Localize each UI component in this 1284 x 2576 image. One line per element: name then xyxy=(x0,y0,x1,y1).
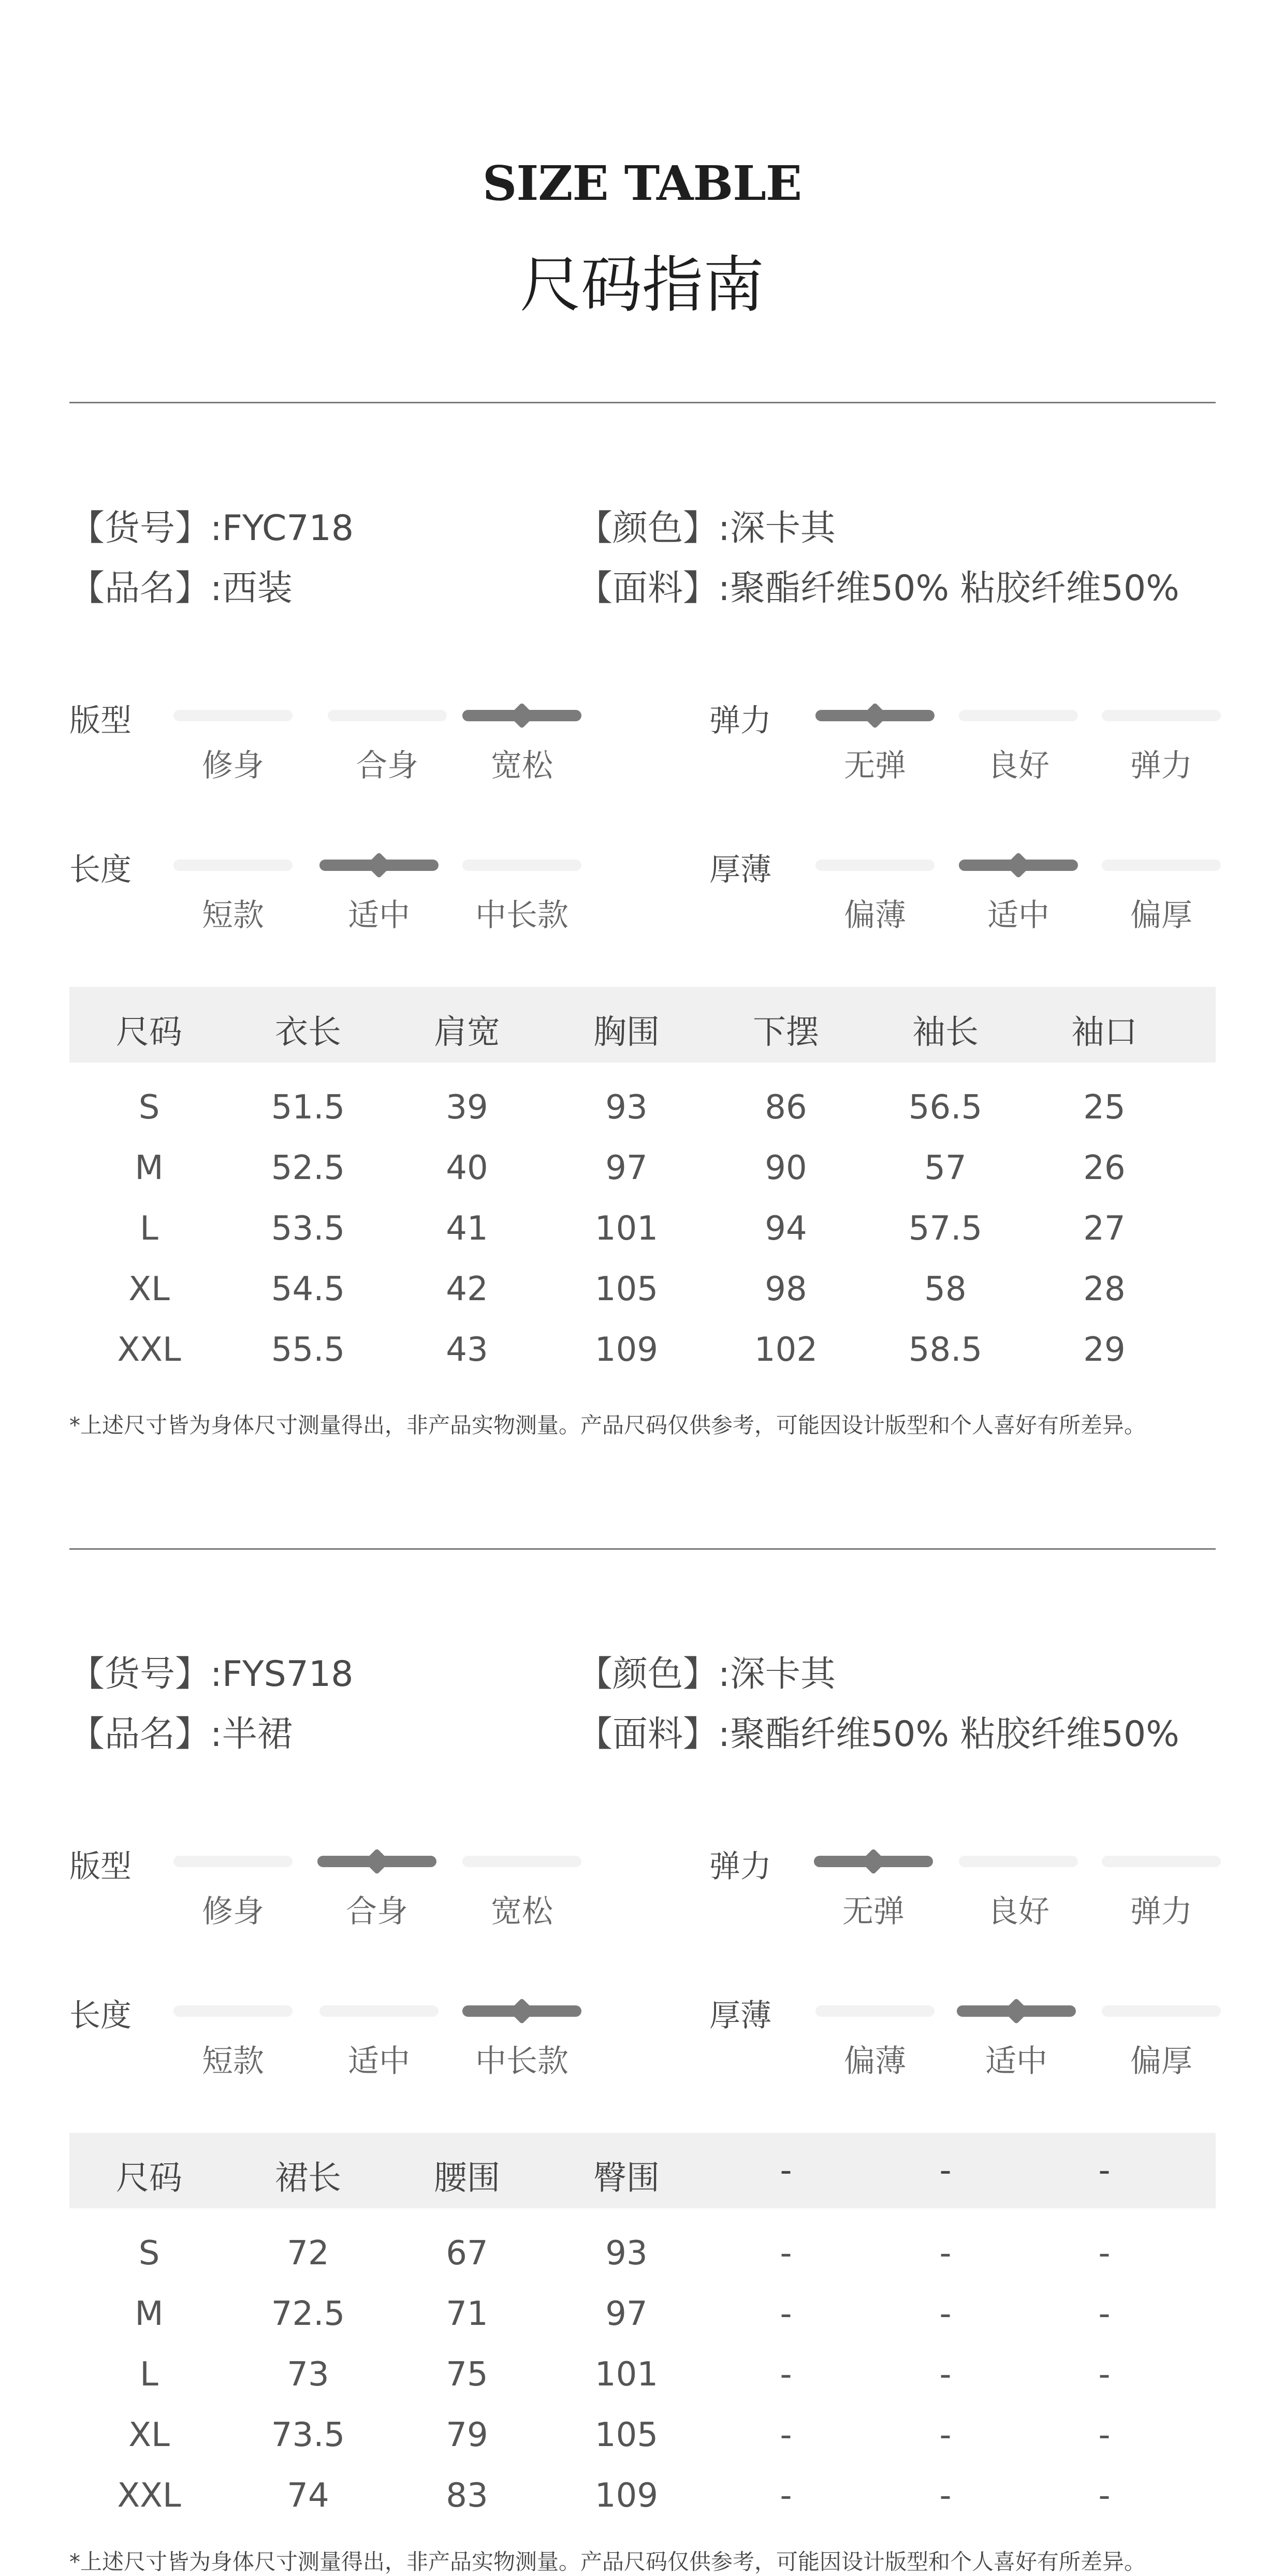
table-cell: 74 xyxy=(287,2477,329,2515)
table-cell: 94 xyxy=(765,1210,807,1248)
attr-thickness-label: 厚薄 xyxy=(709,852,771,888)
size-label-cell: S xyxy=(138,1088,160,1127)
header-cell: - xyxy=(1098,2151,1111,2190)
table-cell: - xyxy=(939,2295,952,2333)
header-cell: 袖口 xyxy=(1071,1013,1137,1052)
size-section-jacket: 【货号】:FYC718 【颜色】:深卡其 【品名】:西装 【面料】:聚酯纤维50% 粘胶纤维50% 版型 修身 合身 宽松 弹力 无弹 良好 弹力 长度 短款 适中 中长款 厚薄 偏薄 适中 偏厚 尺码 衣长 肩宽 胸围 下摆 袖长 袖口 S 51.5 39 93 86 56.5 25 M 52.5 40 97 90 57 26 L 53.5 41 101 94 57.5 27 XL 54.5 42 105 98 58 28 XXL 55.5 43 109 102 58.5 29 *上述尺寸皆为身体尺寸测量得出，非产品实物测量。产品尺码仅供参考，可能因设计版型和个人喜好有所差异。 xyxy=(0,0,1284,984)
attr-length-label: 长度 xyxy=(69,852,132,888)
table-cell: 101 xyxy=(594,2355,659,2394)
table-cell: 26 xyxy=(1083,1149,1126,1187)
page-title-cn: 尺码指南 xyxy=(519,249,764,321)
attr-fit-label: 版型 xyxy=(69,1849,132,1885)
table-cell: 51.5 xyxy=(271,1088,345,1127)
table-cell: - xyxy=(1098,2355,1111,2394)
table-cell: - xyxy=(780,2416,792,2454)
table-cell: 83 xyxy=(446,2477,488,2515)
table-cell: - xyxy=(1098,2416,1111,2454)
table-cell: - xyxy=(780,2355,792,2394)
table-cell: 55.5 xyxy=(271,1331,345,1369)
table-cell: 27 xyxy=(1083,1210,1126,1248)
attr-elasticity-label: 弹力 xyxy=(709,703,771,739)
item-number: 【货号】:FYC718 xyxy=(69,508,354,549)
table-cell: 98 xyxy=(765,1270,807,1308)
table-cell: - xyxy=(780,2295,792,2333)
header-cell: 尺码 xyxy=(116,2159,182,2197)
table-cell: 90 xyxy=(765,1149,807,1187)
table-cell: 52.5 xyxy=(271,1149,345,1187)
attr-length-label: 长度 xyxy=(69,1998,132,2034)
product-color: 【颜色】:深卡其 xyxy=(577,1654,836,1695)
header-cell: 胸围 xyxy=(593,1013,660,1052)
header-cell: 下摆 xyxy=(753,1013,819,1052)
page-title-en: SIZE TABLE xyxy=(482,155,802,211)
table-cell: 97 xyxy=(605,2295,648,2333)
table-cell: 72 xyxy=(287,2234,329,2273)
item-number: 【货号】:FYS718 xyxy=(69,1654,354,1695)
size-label-cell: M xyxy=(135,2295,164,2333)
table-cell: 43 xyxy=(446,1331,488,1369)
size-note: *上述尺寸皆为身体尺寸测量得出，非产品实物测量。产品尺码仅供参考，可能因设计版型和个人喜好有所差异。 xyxy=(69,2549,1146,2574)
table-cell: 79 xyxy=(446,2416,488,2454)
table-cell: 86 xyxy=(765,1088,807,1127)
table-cell: - xyxy=(780,2234,792,2273)
size-label-cell: M xyxy=(135,1149,164,1187)
table-cell: 93 xyxy=(605,2234,648,2273)
table-cell: 40 xyxy=(446,1149,488,1187)
table-header xyxy=(69,987,1216,1063)
table-cell: 73 xyxy=(287,2355,329,2394)
table-cell: 54.5 xyxy=(271,1270,345,1308)
product-name: 【品名】:西装 xyxy=(69,568,293,609)
table-cell: 97 xyxy=(605,1149,648,1187)
table-cell: - xyxy=(939,2355,952,2394)
table-cell: - xyxy=(1098,2234,1111,2273)
table-cell: 102 xyxy=(754,1331,818,1369)
table-cell: 58 xyxy=(924,1270,967,1308)
header-cell: - xyxy=(939,2151,952,2190)
size-section-skirt: 【货号】:FYS718 【颜色】:深卡其 【品名】:半裙 【面料】:聚酯纤维50% 粘胶纤维50% 版型 修身 合身 宽松 弹力 无弹 良好 弹力 长度 短款 适中 中长款 厚薄 偏薄 适中 偏厚 尺码 裙长 腰围 臀围 - - - S 72 67 93 - - - M 72.5 71 97 - - - L 73 75 101 - - - XL 73.5 79 105 - - - XXL 74 83 109 - - - *上述尺寸皆为身体尺寸测量得出，非产品实物测量。产品尺码仅供参考，可能因设计版型和个人喜好有所差异。 xyxy=(0,1146,1284,2130)
table-cell: 72.5 xyxy=(271,2295,345,2333)
size-note: *上述尺寸皆为身体尺寸测量得出，非产品实物测量。产品尺码仅供参考，可能因设计版型和个人喜好有所差异。 xyxy=(69,1413,1146,1438)
table-cell: 53.5 xyxy=(271,1210,345,1248)
header-cell: - xyxy=(780,2151,792,2190)
header-cell: 尺码 xyxy=(116,1013,182,1052)
table-cell: - xyxy=(939,2416,952,2454)
table-cell: 93 xyxy=(605,1088,648,1127)
product-color: 【颜色】:深卡其 xyxy=(577,508,836,549)
table-cell: - xyxy=(939,2477,952,2515)
table-cell: 109 xyxy=(594,2477,659,2515)
size-table xyxy=(69,2133,1216,2526)
table-cell: 109 xyxy=(594,1331,659,1369)
table-cell: 71 xyxy=(446,2295,488,2333)
attr-thickness-label: 厚薄 xyxy=(709,1998,771,2034)
attr-fit-label: 版型 xyxy=(69,703,132,739)
table-cell: 73.5 xyxy=(271,2416,345,2454)
table-cell: 57.5 xyxy=(908,1210,983,1248)
size-label-cell: XL xyxy=(128,1270,170,1308)
table-cell: - xyxy=(1098,2477,1111,2515)
product-fabric: 【面料】:聚酯纤维50% 粘胶纤维50% xyxy=(577,568,1179,609)
table-cell: 58.5 xyxy=(908,1331,983,1369)
table-cell: 56.5 xyxy=(908,1088,983,1127)
table-cell: 67 xyxy=(446,2234,488,2273)
header-cell: 腰围 xyxy=(434,2159,500,2197)
size-label-cell: L xyxy=(140,1210,158,1248)
size-label-cell: XXL xyxy=(117,2477,181,2515)
table-cell: 25 xyxy=(1083,1088,1126,1127)
table-cell: - xyxy=(780,2477,792,2515)
size-label-cell: L xyxy=(140,2355,158,2394)
table-cell: 75 xyxy=(446,2355,488,2394)
header-cell: 肩宽 xyxy=(434,1013,500,1052)
table-cell: - xyxy=(939,2234,952,2273)
size-label-cell: S xyxy=(138,2234,160,2273)
product-name: 【品名】:半裙 xyxy=(69,1714,293,1755)
product-fabric: 【面料】:聚酯纤维50% 粘胶纤维50% xyxy=(577,1714,1179,1755)
header-cell: 袖长 xyxy=(912,1013,979,1052)
size-label-cell: XXL xyxy=(117,1331,181,1369)
table-header xyxy=(69,2133,1216,2208)
table-cell: 57 xyxy=(924,1149,967,1187)
header-cell: 臀围 xyxy=(593,2159,660,2197)
table-cell: 41 xyxy=(446,1210,488,1248)
table-cell: 101 xyxy=(594,1210,659,1248)
table-cell: 42 xyxy=(446,1270,488,1308)
table-cell: 29 xyxy=(1083,1331,1126,1369)
attr-elasticity-label: 弹力 xyxy=(709,1849,771,1885)
table-cell: 105 xyxy=(594,2416,659,2454)
table-cell: 28 xyxy=(1083,1270,1126,1308)
header-cell: 衣长 xyxy=(275,1013,341,1052)
table-cell: 39 xyxy=(446,1088,488,1127)
table-cell: 105 xyxy=(594,1270,659,1308)
size-label-cell: XL xyxy=(128,2416,170,2454)
table-cell: - xyxy=(1098,2295,1111,2333)
header-cell: 裙长 xyxy=(275,2159,341,2197)
